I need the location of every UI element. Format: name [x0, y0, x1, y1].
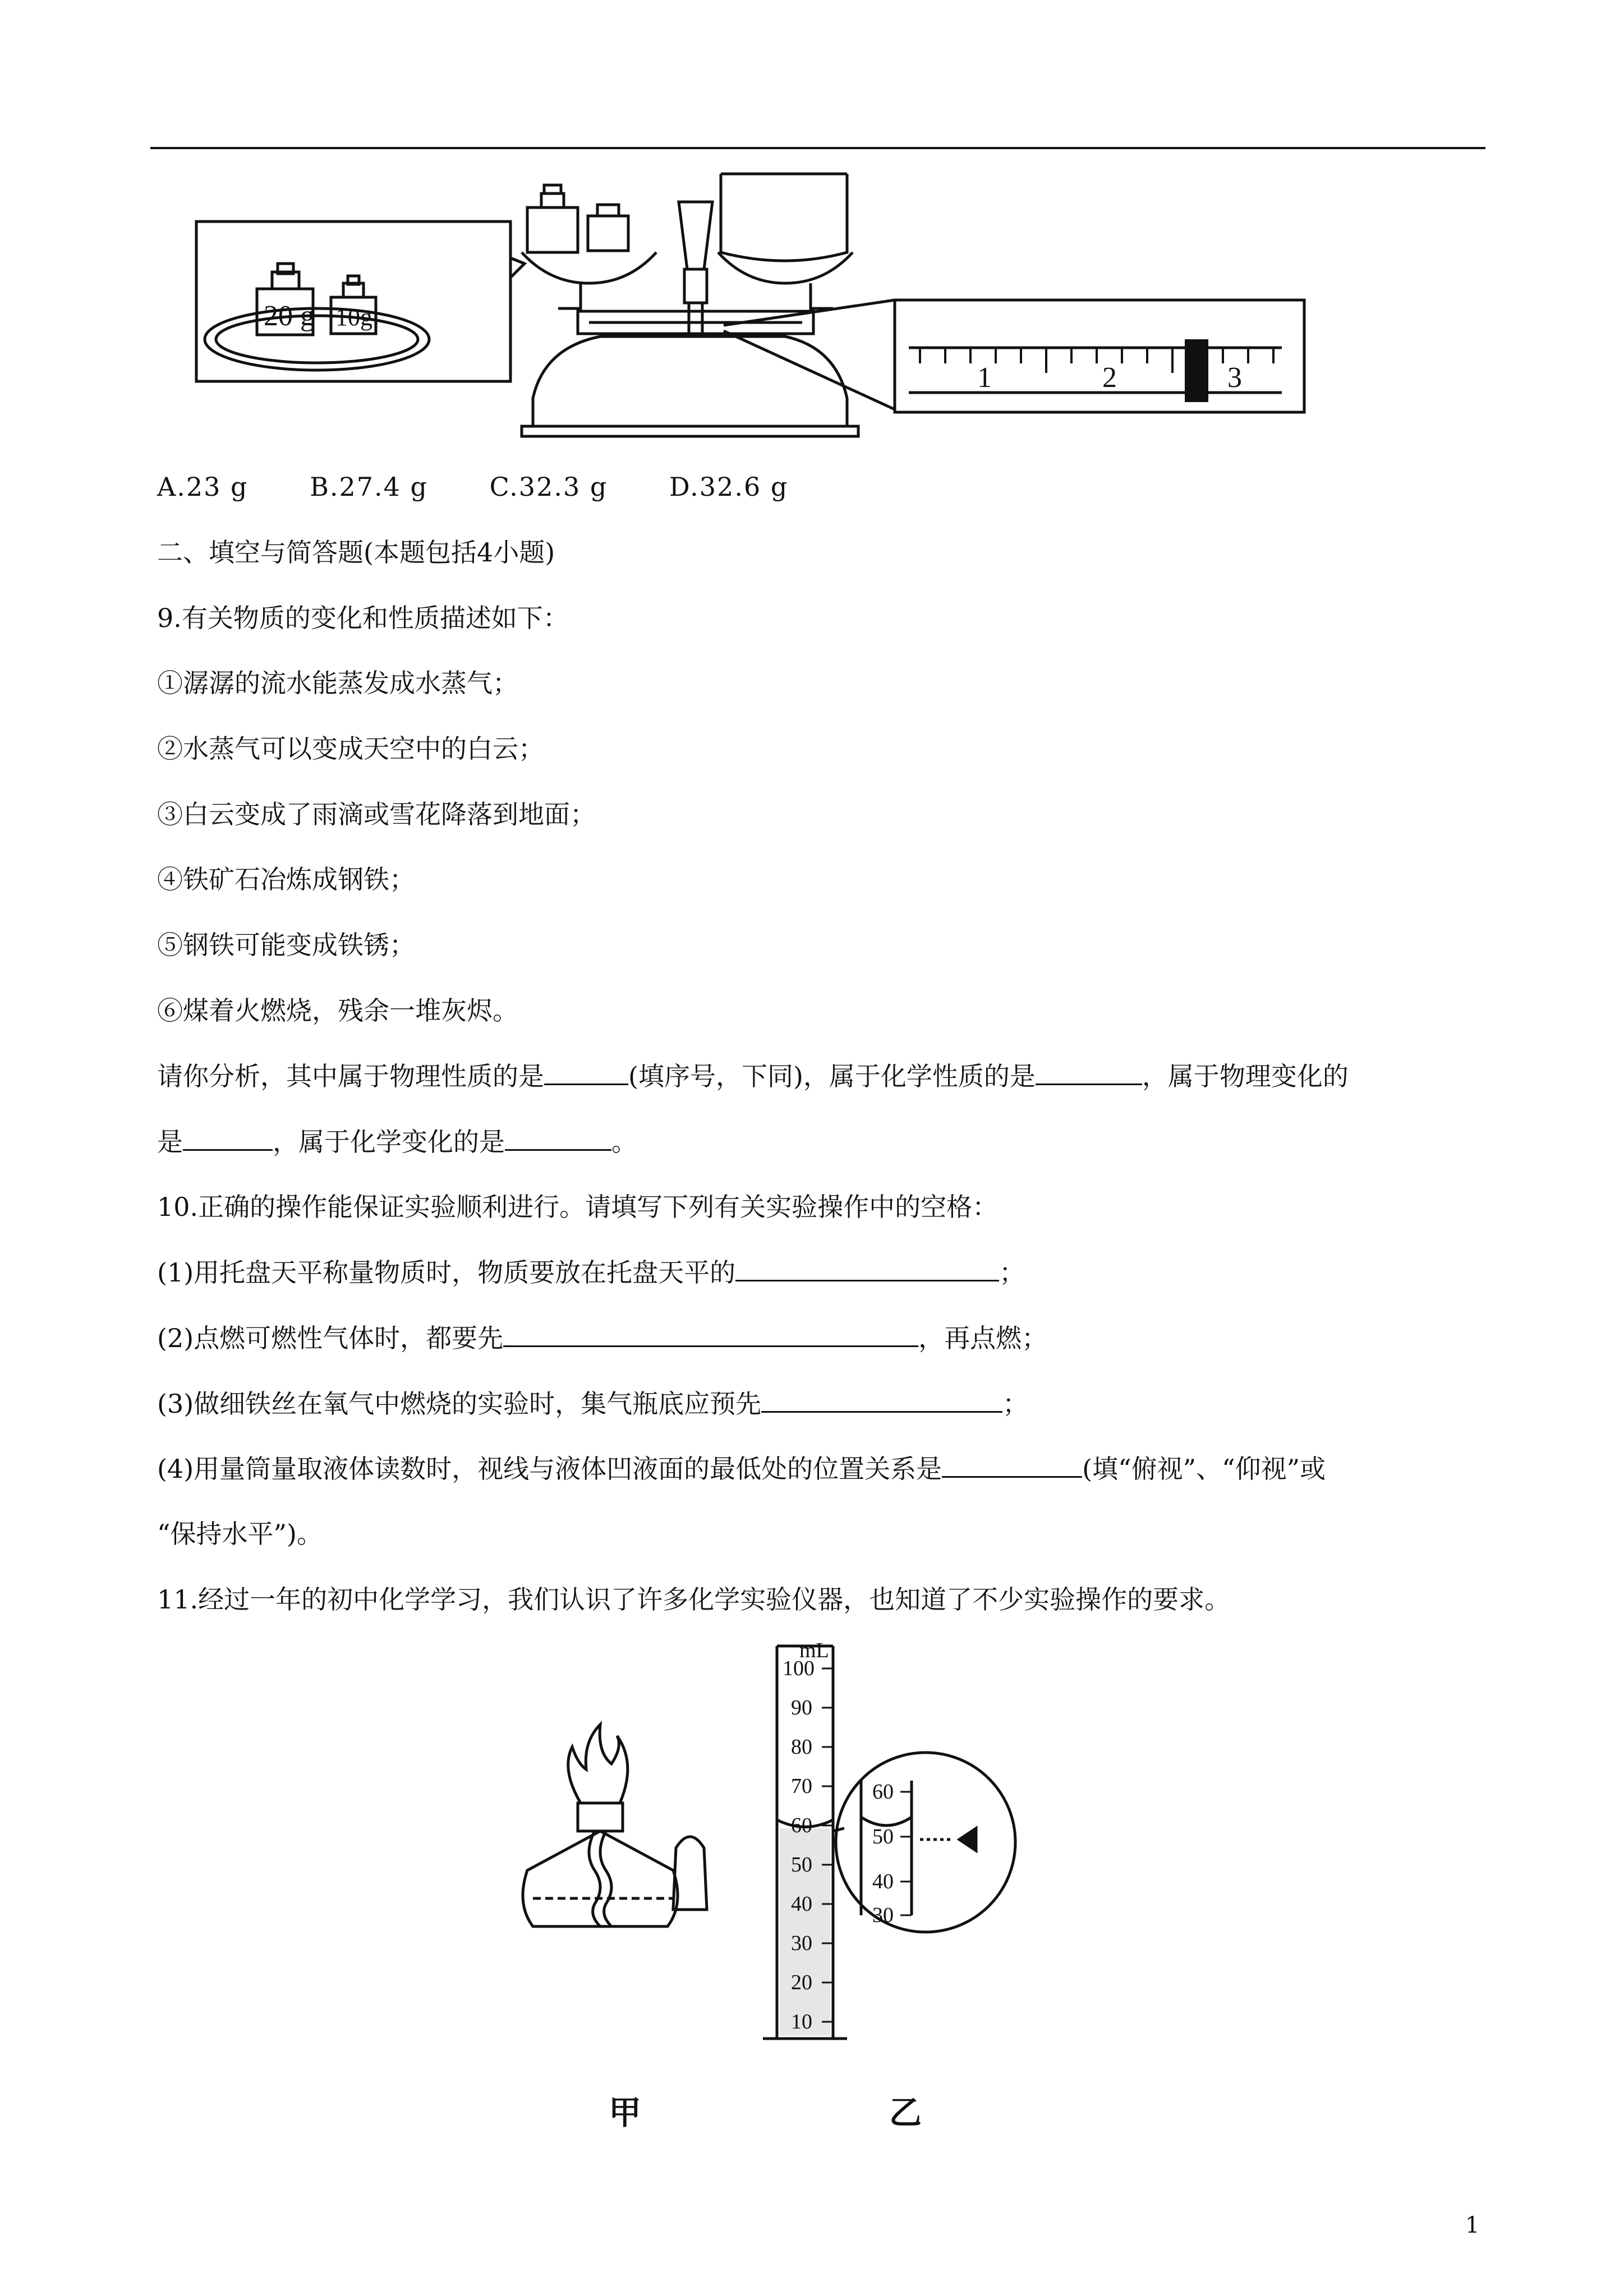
- page-number: 1: [1465, 2212, 1480, 2238]
- cyl-tick-60: 60: [791, 1814, 812, 1837]
- weight-10g-label: 10g: [335, 303, 372, 331]
- q9-item-4: ④铁矿石冶炼成钢铁；: [157, 864, 415, 895]
- cyl-tick-20: 20: [791, 1971, 812, 1994]
- option-a: A.23 g: [157, 472, 249, 502]
- weight-20g-label: 20 g: [264, 300, 315, 332]
- header-rule: [150, 147, 1485, 149]
- q10-part-3: (3)做细铁丝在氧气中燃烧的实验时，集气瓶底应预先 ；: [157, 1386, 1028, 1421]
- cyl-tick-90: 90: [791, 1696, 812, 1719]
- figure-label-jia: 甲: [609, 2094, 642, 2132]
- q9-stem: 9.有关物质的变化和性质描述如下：: [157, 603, 569, 633]
- q9-item-1: ①潺潺的流水能蒸发成水蒸气；: [157, 668, 518, 698]
- zoom-tick-60: 60: [872, 1780, 894, 1804]
- q10-part-2: (2)点燃可燃性气体时，都要先 ，再点燃；: [157, 1321, 1047, 1355]
- q9-question-line1: 请你分析，其中属于物理性质的是 (填序号，下同)，属于化学性质的是 ，属于物理变化的: [157, 1059, 1349, 1093]
- scale-label-2: 2: [1102, 362, 1117, 394]
- balance-figure: [185, 163, 1313, 443]
- q9-item-3: ③白云变成了雨滴或雪花降落到地面；: [157, 799, 596, 829]
- q10-stem: 10.正确的操作能保证实验顺利进行。请填写下列有关实验操作中的空格：: [157, 1192, 999, 1222]
- cyl-tick-70: 70: [791, 1774, 812, 1798]
- blank-q10-3[interactable]: [761, 1386, 1002, 1413]
- blank-q10-4[interactable]: [942, 1451, 1082, 1478]
- option-c: C.32.3 g: [489, 472, 608, 502]
- zoom-tick-50: 50: [872, 1825, 894, 1848]
- zoom-tick-30: 30: [872, 1903, 894, 1927]
- blank-q10-2[interactable]: [503, 1321, 918, 1347]
- cyl-tick-40: 40: [791, 1892, 812, 1916]
- option-b: B.27.4 g: [310, 472, 428, 502]
- scale-label-3: 3: [1227, 362, 1242, 394]
- cylinder-unit: mL: [799, 1639, 829, 1662]
- q9-question-line2: 是 ，属于化学变化的是 。: [157, 1124, 637, 1159]
- option-d: D.32.6 g: [669, 472, 789, 502]
- blank-physical-property[interactable]: [544, 1059, 628, 1085]
- q8-options: [157, 470, 841, 504]
- lamp-cylinder-figure: [494, 1635, 1122, 2061]
- rider-marker: [1185, 339, 1208, 402]
- cyl-tick-30: 30: [791, 1931, 812, 1955]
- cyl-tick-10: 10: [791, 2010, 812, 2034]
- scale-label-1: 1: [977, 362, 992, 394]
- q10-part-1: (1)用托盘天平称量物质时，物质要放在托盘天平的 ；: [157, 1255, 1025, 1289]
- blank-physical-change[interactable]: [183, 1124, 273, 1151]
- blank-chemical-change[interactable]: [505, 1124, 611, 1151]
- cyl-tick-80: 80: [791, 1735, 812, 1759]
- q10-part-4: (4)用量筒量取液体读数时，视线与液体凹液面的最低处的位置关系是 (填“俯视”、“仰视”或: [157, 1451, 1326, 1486]
- zoom-tick-40: 40: [872, 1870, 894, 1893]
- cyl-tick-50: 50: [791, 1853, 812, 1877]
- cyl-tick-100: 100: [783, 1657, 815, 1680]
- q9-item-6: ⑥煤着火燃烧，残余一堆灰烬。: [157, 995, 518, 1026]
- q9-item-5: ⑤钢铁可能变成铁锈；: [157, 930, 415, 960]
- q9-item-2: ②水蒸气可以变成天空中的白云；: [157, 734, 544, 764]
- blank-chemical-property[interactable]: [1036, 1059, 1142, 1085]
- q10-part-4-cont: “保持水平”)。: [157, 1519, 323, 1549]
- figure-label-yi: 乙: [889, 2094, 922, 2132]
- q11-stem: 11.经过一年的初中化学学习，我们认识了许多化学实验仪器，也知道了不少实验操作的要求。: [157, 1584, 1231, 1615]
- section-title: 二、填空与简答题(本题包括4小题): [157, 537, 555, 568]
- blank-q10-1[interactable]: [735, 1255, 999, 1281]
